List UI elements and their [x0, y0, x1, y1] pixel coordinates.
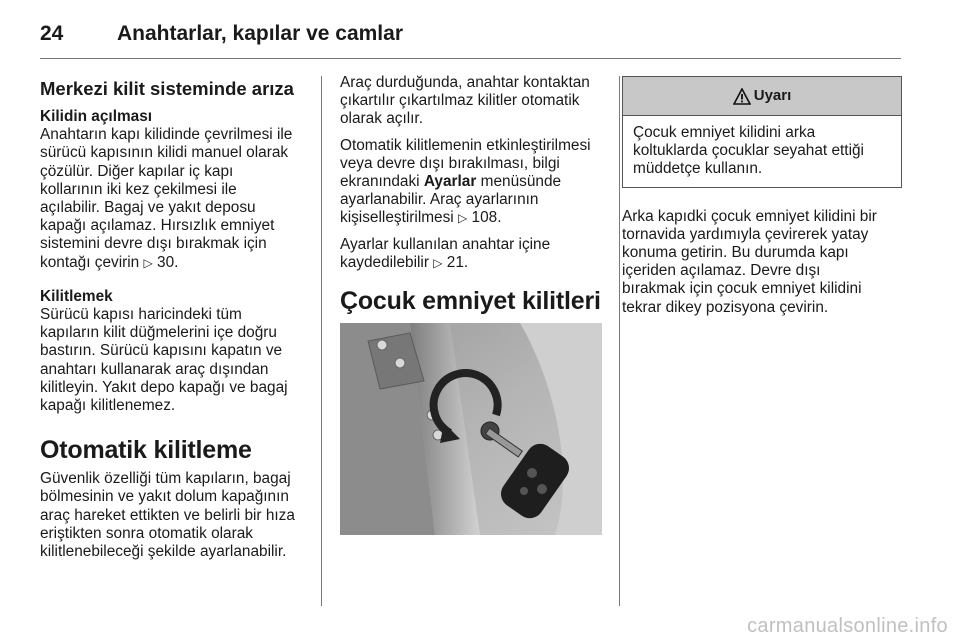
- column-3: [622, 76, 907, 325]
- paragraph-auto-unlock: Araç durduğunda, anahtar kontaktan çıkartılır çıkartılmaz kilitler otomatik olarak açılır.: [340, 74, 590, 128]
- page-reference[interactable]: 30.: [157, 253, 179, 271]
- section-heading-child-locks: Çocuk emniyet kilitleri: [340, 287, 601, 316]
- page-reference-arrow-icon: ▷: [433, 255, 443, 270]
- paragraph-key-memory: Ayarlar kullanılan anahtar içine kaydedilebilir ▷ 21.: [340, 235, 551, 271]
- warning-header: [623, 77, 901, 116]
- paragraph-locking: Sürücü kapısı haricindeki tüm kapıların kilit düğmelerini içe doğru bastırın. Sürücü kapısını kapatın ve anahtarı kullanarak araç dışından kilitleyin. Yakıt depo kapağı ve bagaj kapağı kilitlenemez.: [40, 306, 288, 415]
- page-header: [40, 14, 403, 54]
- subheading-locking: Kilitlemek: [40, 287, 113, 305]
- paragraph-child-lock-instructions: Arka kapıdki çocuk emniyet kilidini bir tornavida yardımıyla çevirerek yatay konuma getirin. Bu durumda kapı içeriden açılamaz. Devre dışı bırakmak için çocuk emniyet kilidini tekrar dikey pozisyona çevirin.: [622, 207, 877, 316]
- child-lock-illustration: [340, 323, 602, 535]
- settings-menu-term: Ayarlar: [423, 173, 477, 191]
- column-1: [40, 74, 310, 569]
- page-reference-arrow-icon: ▷: [143, 255, 153, 270]
- column-divider-1: [321, 76, 322, 606]
- page-reference-arrow-icon: ▷: [458, 211, 468, 226]
- warning-text: Çocuk emniyet kilidini arka koltuklarda çocuklar seyahat ettiği müddetçe kullanın.: [633, 124, 864, 178]
- column-divider-2: [619, 76, 620, 606]
- page-number: 24: [40, 22, 64, 45]
- warning-title: Uyarı: [753, 86, 792, 104]
- warning-box: [622, 76, 902, 188]
- paragraph-automatic-locking: Güvenlik özelliği tüm kapıların, bagaj bölmesinin ve yakıt dolum kapağının araç hareket ettikten ve belirli bir hıza eriştikten sonra otomatik olarak kilitlenebileceği şekilde ayarlanabilir.: [40, 470, 295, 561]
- section-heading-central-lock-fault: Merkezi kilit sisteminde arıza: [40, 78, 294, 99]
- paragraph-unlocking: Anahtarın kapı kilidinde çevrilmesi ile sürücü kapısının kilidi manuel olarak çözülür. Diğer kapılar iç kapı kollarının iki kez çekilmesi ile açılabilir. Bagaj ve yakıt deposu kapağı açılamaz. Hırsızlık emniyet sistemini devre dışı bırakmak için kontağı çevirin ▷ 30.: [40, 126, 293, 271]
- section-heading-automatic-locking: Otomatik kilitleme: [40, 436, 252, 465]
- chapter-title: Anahtarlar, kapılar ve camlar: [117, 22, 403, 45]
- warning-triangle-icon: [733, 88, 751, 105]
- column-2: [340, 74, 610, 321]
- page-reference[interactable]: 21.: [446, 253, 469, 271]
- page-reference[interactable]: 108.: [471, 209, 502, 227]
- header-rule: [40, 58, 901, 59]
- paragraph-settings: Otomatik kilitlemenin etkinleştirilmesi veya devre dışı bırakılması, bilgi ekranındaki Ayarlar menüsünde ayarlanabilir. Araç ayarlarının kişiselleştirilmesi ▷ 108.: [340, 136, 591, 227]
- watermark: carmanualsonline.info: [747, 615, 948, 637]
- subheading-unlocking: Kilidin açılması: [40, 108, 153, 125]
